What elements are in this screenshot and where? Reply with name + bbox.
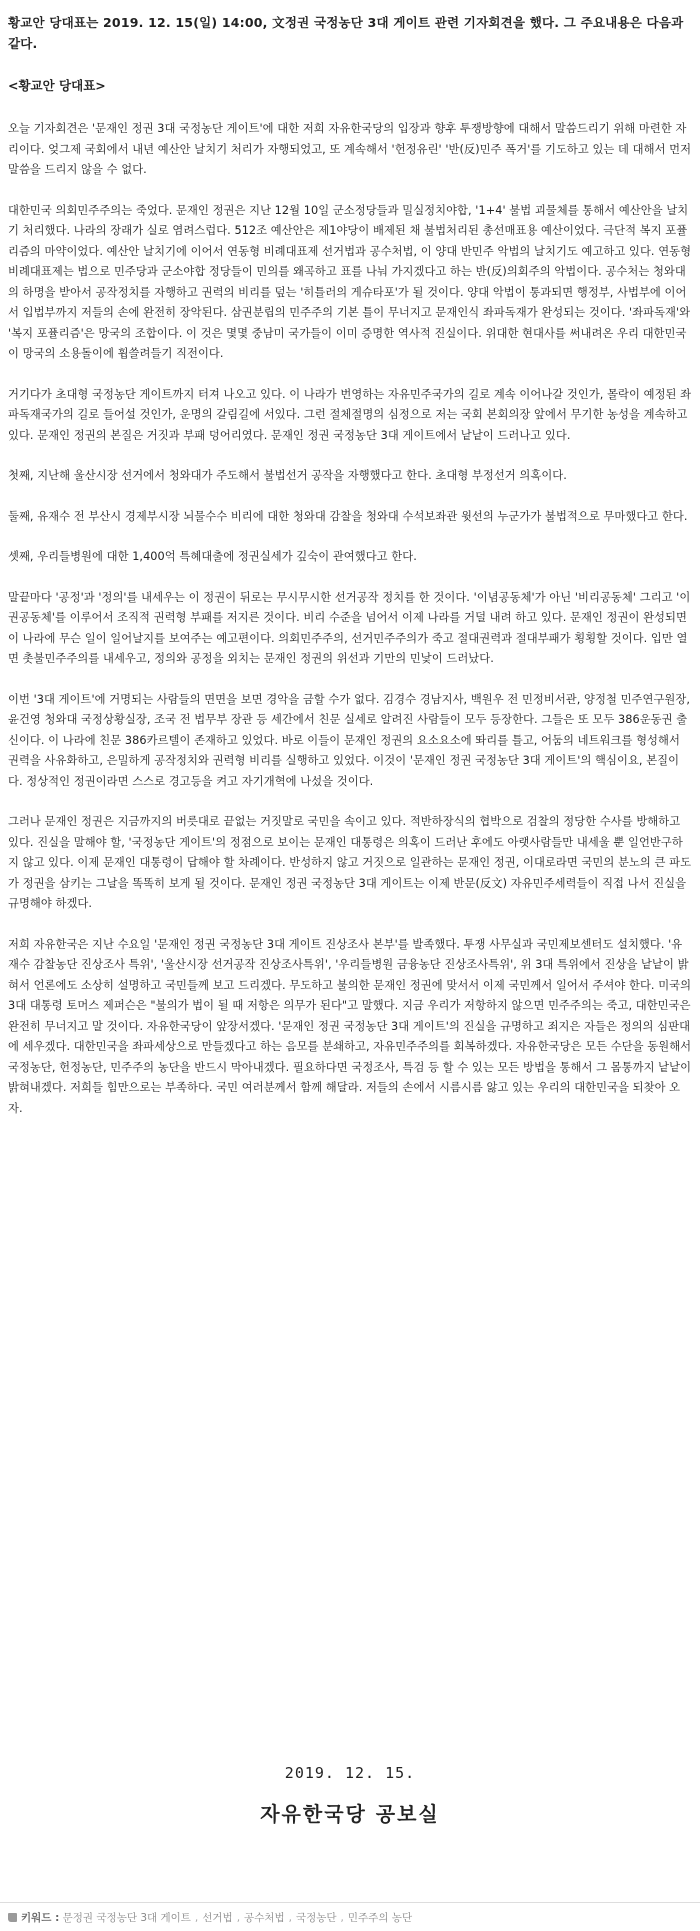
keyword-link[interactable]: 국정농단 xyxy=(295,1912,337,1924)
body-paragraph: 첫째, 지난해 울산시장 선거에서 청와대가 주도해서 불법선거 공작을 자행했다고 한다. 초대형 부정선거 의혹이다. xyxy=(8,469,567,482)
tag-icon xyxy=(8,1913,17,1922)
intro-text: 황교안 당대표는 2019. 12. 15(일) 14:00, 文정권 국정농단 3대 게이트 관련 기자회견을 했다. 그 주요내용은 다음과 같다. xyxy=(8,15,684,51)
body-paragraph: 오늘 기자회견은 '문재인 정권 3대 국정농단 게이트'에 대한 저희 자유한국당의 입장과 향후 투쟁방향에 대해서 말씀드리기 위해 마련한 자리이다. 엊그제 국회에서 내년 예산안 날치기 처리가 자행되었고, 또 계속해서 '헌정유린' '반(反)민주 폭거'를 기도하고 있는 데 대해서 먼저 말씀을 드리지 않을 수 없다. xyxy=(8,122,692,176)
keyword-separator: , xyxy=(194,1912,199,1924)
body-paragraph: 말끝마다 '공정'과 '정의'를 내세우는 이 정권이 뒤로는 무시무시한 선거공작 정치를 한 것이다. '이념공동체'가 아닌 '비리공동체' 그리고 '이권공동체'를 이루어서 조직적 권력형 부패를 저지른 것이다. 비리 수준을 넘어서 이제 나라를 거덜 내려 하고 있다. 문재인 정권이 완성되면 이 나라에 무슨 일이 일어날지를 보여주는 예고편이다. 의회민주주의, 선거민주주의가 죽고 절대권력과 절대부패가 횡횡할 것이다. 입만 열면 촛불민주주의를 내세우고, 정의와 공정을 외치는 문재인 정권의 위선과 기만의 민낯이 드러났다. xyxy=(8,590,691,665)
body-paragraph: 둘째, 유재수 전 부산시 경제부시장 뇌물수수 비리에 대한 청와대 감찰을 청와대 수석보좌관 윗선의 누군가가 불법적으로 무마했다고 한다. xyxy=(8,509,688,523)
keyword-link[interactable]: 선거법 xyxy=(202,1912,233,1924)
keyword-separator: , xyxy=(236,1912,241,1924)
statement-body xyxy=(8,119,692,1119)
body-paragraph: 대한민국 의회민주주의는 죽었다. 문재인 정권은 지난 12월 10일 군소정당들과 밀실정치야합, '1+4' 불법 괴물체를 통해서 예산안을 날치기 처리했다. 나라의 장래가 실로 염려스럽다. 512조 예산안은 제1야당이 배제된 채 불법처리된 총선매표용 예산이었다. 극단적 복지 포퓰리즘의 마약이었다. 예산안 날치기에 이어서 연동형 비례대표제 선거법과 공수처법, 이 양대 반민주 악법의 날치기도 예고하고 있다. 연동형 비례대표제는 법으로 민주당과 군소야합 정당들이 민의를 왜곡하고 표를 나눠 가지겠다고 하는 반(反)의회주의 악법이다. 공수처는 청와대의 하명을 받아서 공작정치를 자행하고 권력의 비리를 덮는 '히틀러의 게슈타포'가 될 것이다. 양대 악법이 통과되면 행정부, 사법부에 이어서 입법부까지 저들의 손에 완전히 장악된다. 삼권분립의 민주주의 기본 틀이 무너지고 문재인식 좌파독재가 완성되는 것이다. '좌파독재'와 '복지 포퓰리즘'은 망국의 조합이다. 이 것은 몇몇 중남미 국가들이 이미 증명한 역사적 진실이다. 위대한 현대사를 써내려온 우리 대한민국이 망국의 소용돌이에 휩쓸려들기 직전이다. xyxy=(8,203,692,360)
speaker-heading: <황교안 당대표> xyxy=(8,78,106,93)
keyword-link[interactable]: 공수처법 xyxy=(244,1912,285,1924)
keyword-label: 키워드 : xyxy=(21,1912,60,1924)
keyword-bar xyxy=(0,1902,700,1931)
keyword-link[interactable]: 문정권 국정농단 3대 게이트 xyxy=(62,1912,191,1924)
keyword-link[interactable]: 민주주의 농단 xyxy=(347,1912,413,1924)
body-paragraph: 그러나 문재인 정권은 지금까지의 버릇대로 끝없는 거짓말로 국민을 속이고 있다. 적반하장식의 협박으로 검찰의 정당한 수사를 방해하고 있다. 진실을 말해야 할, '국정농단 게이트'의 정점으로 보이는 문재인 대통령은 의혹이 드러난 후에도 아랫사람들만 내세울 뿐 일언반구하지 않고 있다. 이제 문재인 대통령이 답해야 할 차례이다. 반성하지 않고 거짓으로 일관하는 문재인 정권, 이대로라면 국민의 분노의 큰 파도가 정권을 삼키는 그날을 똑똑히 보게 될 것이다. 문재인 정권 국정농단 3대 게이트는 이제 반문(反文) 자유민주세력들이 직접 나서 진실을 규명해야 하겠다. xyxy=(8,815,692,910)
body-paragraph: 셋째, 우리들병원에 대한 1,400억 특혜대출에 정권실세가 깊숙이 관여했다고 한다. xyxy=(8,550,417,563)
body-paragraph: 거기다가 초대형 국정농단 게이트까지 터져 나오고 있다. 이 나라가 번영하는 자유민주국가의 길로 계속 이어나갈 것인가, 몰락이 예정된 좌파독재국가의 길로 들어설 것인가, 운명의 갈림길에 서있다. 그런 절체절명의 심정으로 저는 국회 본회의장 앞에서 무기한 농성을 계속하고 있다. 문재인 정권의 본질은 거짓과 부패 덩어리였다. 문재인 정권 국정농단 3대 게이트에서 낱낱이 드러나고 있다. xyxy=(8,387,692,442)
issuer-name: 자유한국당 공보실 xyxy=(260,1802,440,1826)
keyword-list xyxy=(63,1912,412,1924)
keyword-separator: , xyxy=(288,1912,292,1924)
release-date: 2019. 12. 15. xyxy=(284,1764,416,1782)
body-paragraph: 이번 '3대 게이트'에 거명되는 사람들의 면면을 보면 경악을 금할 수가 없다. 김경수 경남지사, 백원우 전 민정비서관, 양정철 민주연구원장, 윤건영 청와대 국정상황실장, 조국 전 법무부 장관 등 세간에서 친문 실세로 알려진 사람들이 모두 등장한다. 그들은 또 모두 386운동권 출신이다. 이 나라에 친문 386카르텔이 존재하고 있었다. 바로 이들이 문재인 정권의 요소요소에 똬리를 틀고, 어둠의 네트워크를 형성해서 권력을 사유화하고, 은밀하게 공작정치와 권력형 비리를 실행하고 있었다. 이것이 '문재인 정권 국정농단 3대 게이트'의 핵심이요, 본질이다. 정상적인 정권이라면 스스로 경고등을 켜고 자기개혁에 나섰을 것이다. xyxy=(8,692,691,788)
body-paragraph: 저희 자유한국은 지난 수요일 '문재인 정권 국정농단 3대 게이트 진상조사 본부'를 발족했다. 투쟁 사무실과 국민제보센터도 설치했다. '유재수 감찰농단 진상조사 특위', '울산시장 선거공작 진상조사특위', '우리들병원 금융농단 진상조사특위', 위 3대 특위에서 진상을 낱낱이 밝혀서 언론에도 소상히 설명하고 국민들께 보고 드리겠다. 무도하고 불의한 문재인 정권에 맞서서 이제 국민께서 일어서 주셔야 한다. 미국의 3대 대통령 토머스 제퍼슨은 "불의가 법이 될 때 저항은 의무가 된다"고 말했다. 지금 우리가 저항하지 않으면 민주주의는 죽고, 대한민국은 완전히 무너지고 말 것이다. 자유한국당이 앞장서겠다. '문재인 정권 국정농단 3대 게이트'의 진실을 규명하고 죄지은 자들은 정의의 심판대에 세우겠다. 대한민국을 좌파세상으로 만들겠다고 하는 음모를 분쇄하고, 자유민주주의를 회복하겠다. 자유한국당은 모든 수단을 동원해서 국정농단, 헌정농단, 민주주의 농단을 반드시 막아내겠다. 필요하다면 국정조사, 특검 등 할 수 있는 모든 방법을 통해서 그 몸통까지 낱낱이 밝혀내겠다. 저희들 힘만으로는 부족하다. 국민 여러분께서 함께 해달라. 저들의 손에서 시름시름 앓고 있는 우리의 대한민국을 되찾아 오자. xyxy=(8,937,692,1115)
keyword-separator: , xyxy=(340,1912,344,1924)
